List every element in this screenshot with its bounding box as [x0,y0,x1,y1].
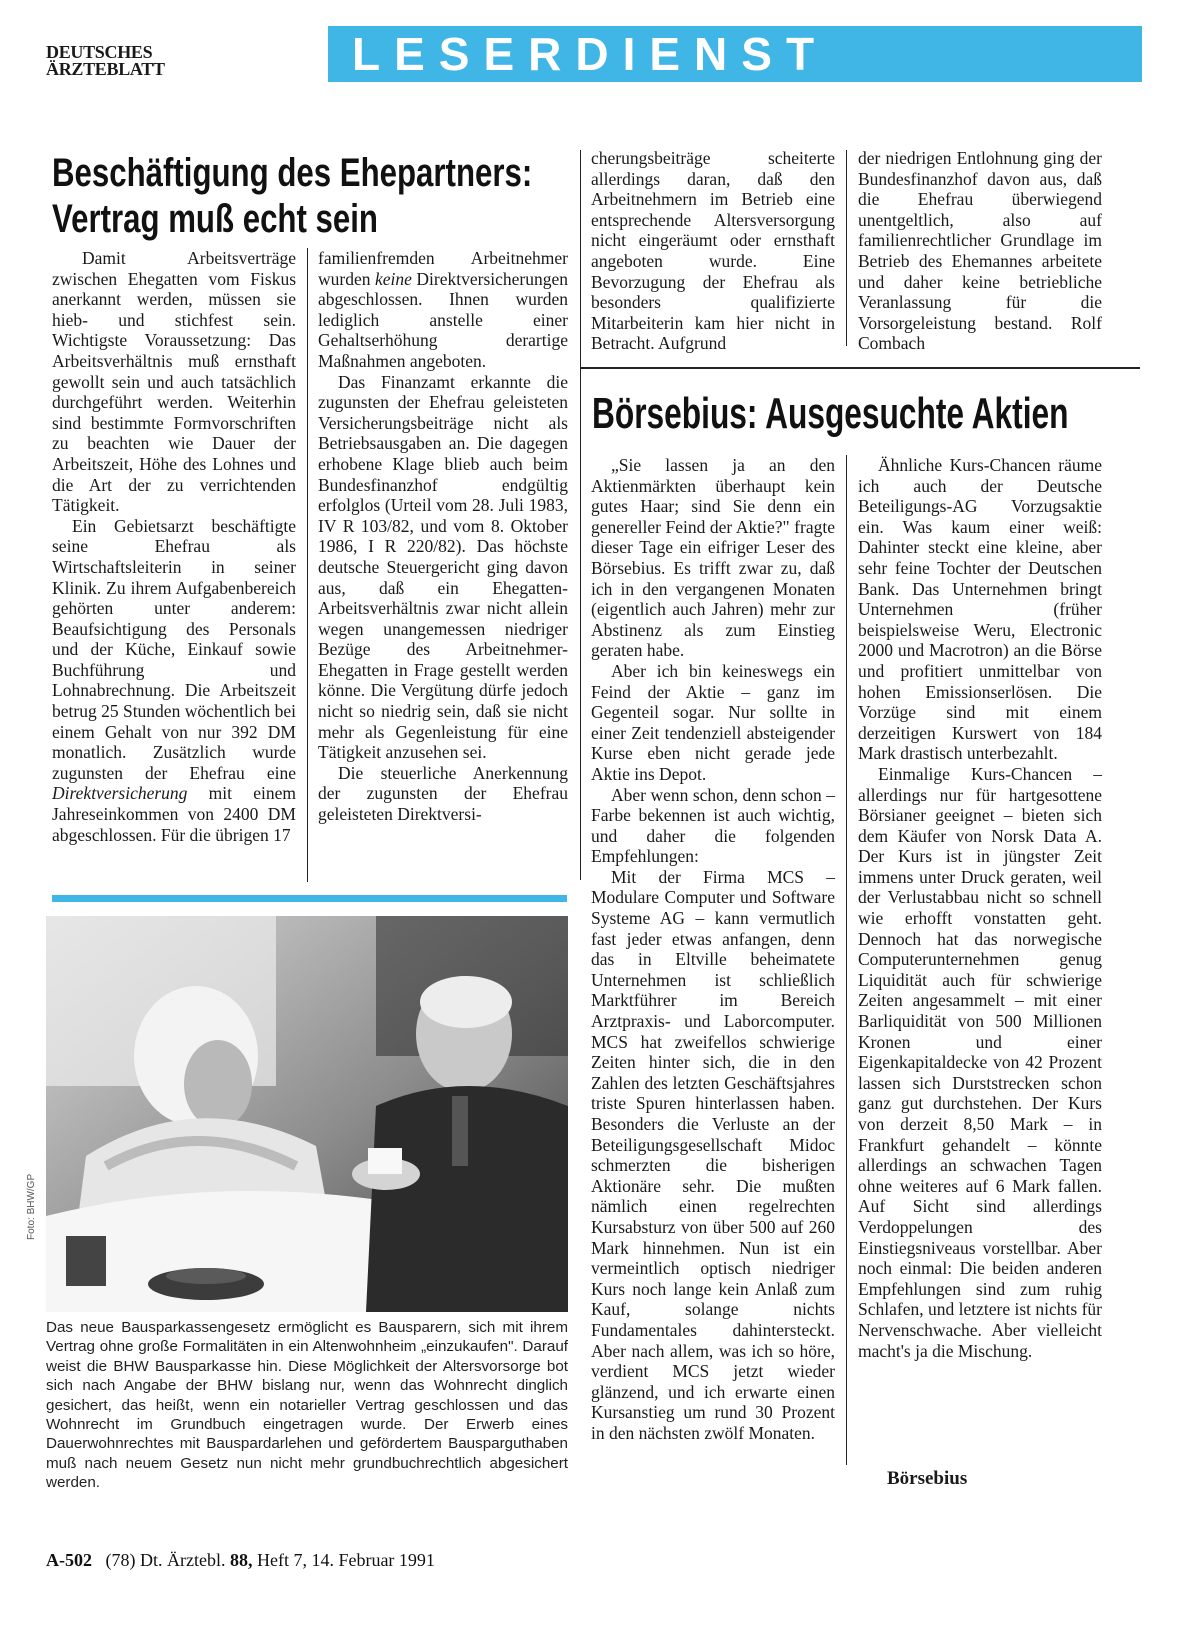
paragraph [318,248,568,372]
article-1-column-3 [591,148,835,354]
column-divider [307,248,308,882]
photo-credit: Foto: BHW/GP [26,1173,37,1240]
paragraph: „Sie lassen ja an den Aktienmärkten überhaupt kein gutes Haar; sind Sie denn ein genereller Feind der Aktie?" fragte dieser Tage ein eifriger Leser des Börsebius. Es trifft zwar zu, daß ich in den vergangenen Monaten (eigentlich auch Jahren) mehr zur Abstinenz als zum Einstieg geraten habe. [591,455,835,661]
photo-accent-bar [52,895,567,902]
article-2-column-1 [591,455,835,1444]
paragraph: Die steuerliche Anerkennung der zugunsten der Ehefrau geleisteten Direktversi- [318,762,568,825]
logo-line-2: ÄRZTEBLATT [46,59,165,79]
emphasis-term: keine [374,268,412,289]
article-1-column-2 [318,248,568,825]
column-divider [580,150,581,880]
section-banner [328,26,1142,82]
paragraph: cherungsbeiträge scheiterte allerdings daran, daß den Arbeitnehmern im Betrieb eine entsprechende Altersversorgung nicht eingeräumt oder ernsthaft angeboten wurde. Eine Bevorzugung der Ehefrau als besonders qualifizierte Mitarbeiterin kam hier nicht in Betracht. Aufgrund [591,148,835,354]
paragraph: Ähnliche Kurs-Chancen räume ich auch der Deutsche Beteiligungs-AG Vorzugsaktie ein. Was kaum einer weiß: Dahinter steckt eine kleine, aber sehr feine Tochter der Deutschen Bank. Das Unternehmen bringt Unternehmen (früher beispielsweise Weru, Electronic 2000 und Macrotron) an die Börse und profitiert unmittelbar von hohen Emissionserlösen. Die Vorzüge sind mit einem derzeitigen Kurswert von 184 Mark drastisch unterbezahlt. [858,455,1102,764]
masthead-logo [46,44,226,78]
paragraph: Mit der Firma MCS – Modulare Computer und Software Systeme AG – kann vermutlich fast jeder etwas anfangen, denn das in Eltville beheimatete Unternehmen ist schließlich Marktführer im Bereich Arztpraxis- und Laborcomputer. MCS hat zweifellos schwierige Zeiten hinter sich, die in den Zahlen des letzten Geschäftsjahres triste Spuren hinterlassen haben. Besonders die Verluste an der Beteiligungsgesellschaft Midoc schmerzten die bisherigen Aktionäre sehr. Die mußten nämlich einen regelrechten Kursabsturz von über 500 auf 260 Mark hinnehmen. Nun ist ein vermeintlich optisch niedriger Kurs noch lange kein Anlaß zum Kauf, solange nichts Fundamentales dahintersteckt. Aber nach allem, was ich so höre, verdient MCS jetzt wieder glänzend, und ich erwarte einen Kursanstieg um rund 30 Prozent in den nächsten zwölf Monaten. [591,866,835,1443]
paragraph: Aber ich bin keineswegs ein Feind der Aktie – ganz im Gegenteil sogar. Nur sollte in einer Zeit tendenziell absteigender Kurse eben nicht gerade jede Aktie ins Depot. [591,660,835,784]
paragraph-text: Direktversicherungen abgeschlossen. Ihnen wurden lediglich anstelle einer Gehaltserhöhung derartige Maßnahmen angeboten. [318,268,569,371]
photo-illustration [46,916,568,1312]
headline-line-2: Vertrag muß echt sein [52,197,378,241]
author-signature: Börsebius [887,1468,968,1489]
journal-reference: (78) Dt. Ärztebl. [105,1550,226,1570]
paragraph-text: familienfremden Arbeitnehmer wurden [318,248,568,289]
emphasis-term: Direktversicherung [52,783,188,804]
paragraph: Einmalige Kurs-Chancen – allerdings nur für hartgesottene Börsianer geeignet – bieten sich dem Käufer von Norsk Data A. Der Kurs ist in jüngster Zeit immens unter Druck geraten, weil der Verlustabbau nicht so schnell wie erhofft vonstatten geht. Dennoch hat das norwegische Computerunternehmen genug Liquidität auch für schwierige Zeiten angesammelt – mit einer Barliquidität von 500 Millionen Kronen und einer Eigenkapitaldecke von 42 Prozent lassen sich Durststrecken schon ganz gut durchstehen. Der Kurs von derzeit 8,50 Mark – in Frankfurt gehandelt – könnte allerdings an schwachen Tagen ohne weiteres auf 6 Mark fallen. Auf Sicht sind allerdings Verdoppelungen des Einstiegsniveaus vorstellbar. Aber noch einmal: Die beiden anderen Empfehlungen sind zum ruhig Schlafen, und letztere ist nichts für Nervenschwache. Aber vielleicht macht's ja die Mischung. [858,763,1102,1361]
logo-line-1: DEUTSCHES [46,42,153,62]
paragraph-text: Ein Gebietsarzt beschäftigte seine Ehefrau als Wirtschaftsleiterin in seiner Klinik. Zu ihrem Aufgabenbereich gehörten unter anderem: Beaufsichtigung des Personals und der Küche, Einkauf sowie Buchführung und Lohnabrechnung. Die Arbeitszeit betrug 25 Stunden wöchentlich bei einem Gehalt von nur 392 DM monatlich. Zusätzlich wurde zugunsten der Ehefrau eine [52,515,296,783]
column-divider [846,455,847,1465]
issue-date: Heft 7, 14. Februar 1991 [256,1550,435,1570]
photo-elderly-couple [46,916,568,1312]
section-title: LESERDIENST [352,28,829,80]
paragraph [52,516,296,846]
headline-line-1: Beschäftigung des Ehepartners: [52,151,533,195]
article-divider [580,367,1140,369]
column-divider [846,150,847,346]
paragraph: der niedrigen Entlohnung ging der Bundesfinanzhof davon aus, daß die Ehefrau überwiegend unentgeltlich, also auf familienrechtlicher Grundlage im Betrieb des Ehemannes arbeitete und daher keine betriebliche Veranlassung für die Vorsorgeleistung bestand. Rolf Combach [858,148,1102,354]
article-2-column-2 [858,455,1102,1361]
paragraph: Das Finanzamt erkannte die zugunsten der Ehefrau geleisteten Versicherungsbeiträge nicht als Betriebsausgaben an. Die dagegen erhobene Klage blieb auch beim Bundesfinanzhof endgültig erfolglos (Urteil vom 28. Juli 1983, IV R 103/82, und vom 8. Oktober 1986, I R 220/82). Das höchste deutsche Steuergericht ging davon aus, daß ein Ehegatten-Arbeitsverhältnis zwar nicht allein wegen unangemessen niedriger Bezüge des Arbeitnehmer-Ehegatten in Frage gestellt werden könne. Die Vergütung dürfe jedoch nicht so niedrig sein, daß sie nicht mehr als Gegenleistung für eine Tätigkeit anzusehen sei. [318,371,568,763]
article-1-headline [52,150,598,242]
paragraph: Aber wenn schon, denn schon – Farbe bekennen ist auch wichtig, und daher die folgenden Empfehlungen: [591,784,835,867]
photo-caption: Das neue Bausparkassengesetz ermöglicht es Bausparern, sich mit ihrem Vertrag ohne große Formalitäten in ein Altenwohnheim „einzukaufen". Darauf weist die BHW Bausparkasse hin. Diese Möglichkeit der Altersvorsorge bot sich nach Angabe der BHW bislang nur, wenn das Wohnrecht dinglich gesichert, das heißt, wenn ein notarieller Vertrag geschlossen und das Wohnrecht im Grundbuch eingetragen wurde. Der Erwerb eines Dauerwohnrechtes mit Bauspardarlehen und gefördertem Bausparguthaben muß nach neuem Gesetz nun nicht mehr grundbuchrechtlich abgesichert werden. [46,1319,568,1492]
paragraph-text: mit einem Jahreseinkommen von 2400 DM abgeschlossen. Für die übrigen 17 [52,783,296,845]
article-2-headline: Börsebius: Ausgesuchte Aktien [592,389,1069,438]
page-footer [46,1550,435,1571]
article-1-column-4 [858,148,1102,354]
paragraph: Damit Arbeitsverträge zwischen Ehegatten vom Fiskus anerkannt werden, müssen sie hieb- und stichfest sein. Wichtigste Voraussetzung: Das Arbeitsverhältnis muß ernsthaft gewollt sein und auch tatsächlich durchgeführt werden. Weiterhin sind bestimmte Formvorschriften zu beachten wie Dauer der Arbeitszeit, Höhe des Lohnes und die Art der zu verrichtenden Tätigkeit. [52,248,296,516]
page-number: A-502 [46,1550,92,1570]
article-1-column-1 [52,248,296,845]
volume-number: 88, [229,1550,253,1570]
